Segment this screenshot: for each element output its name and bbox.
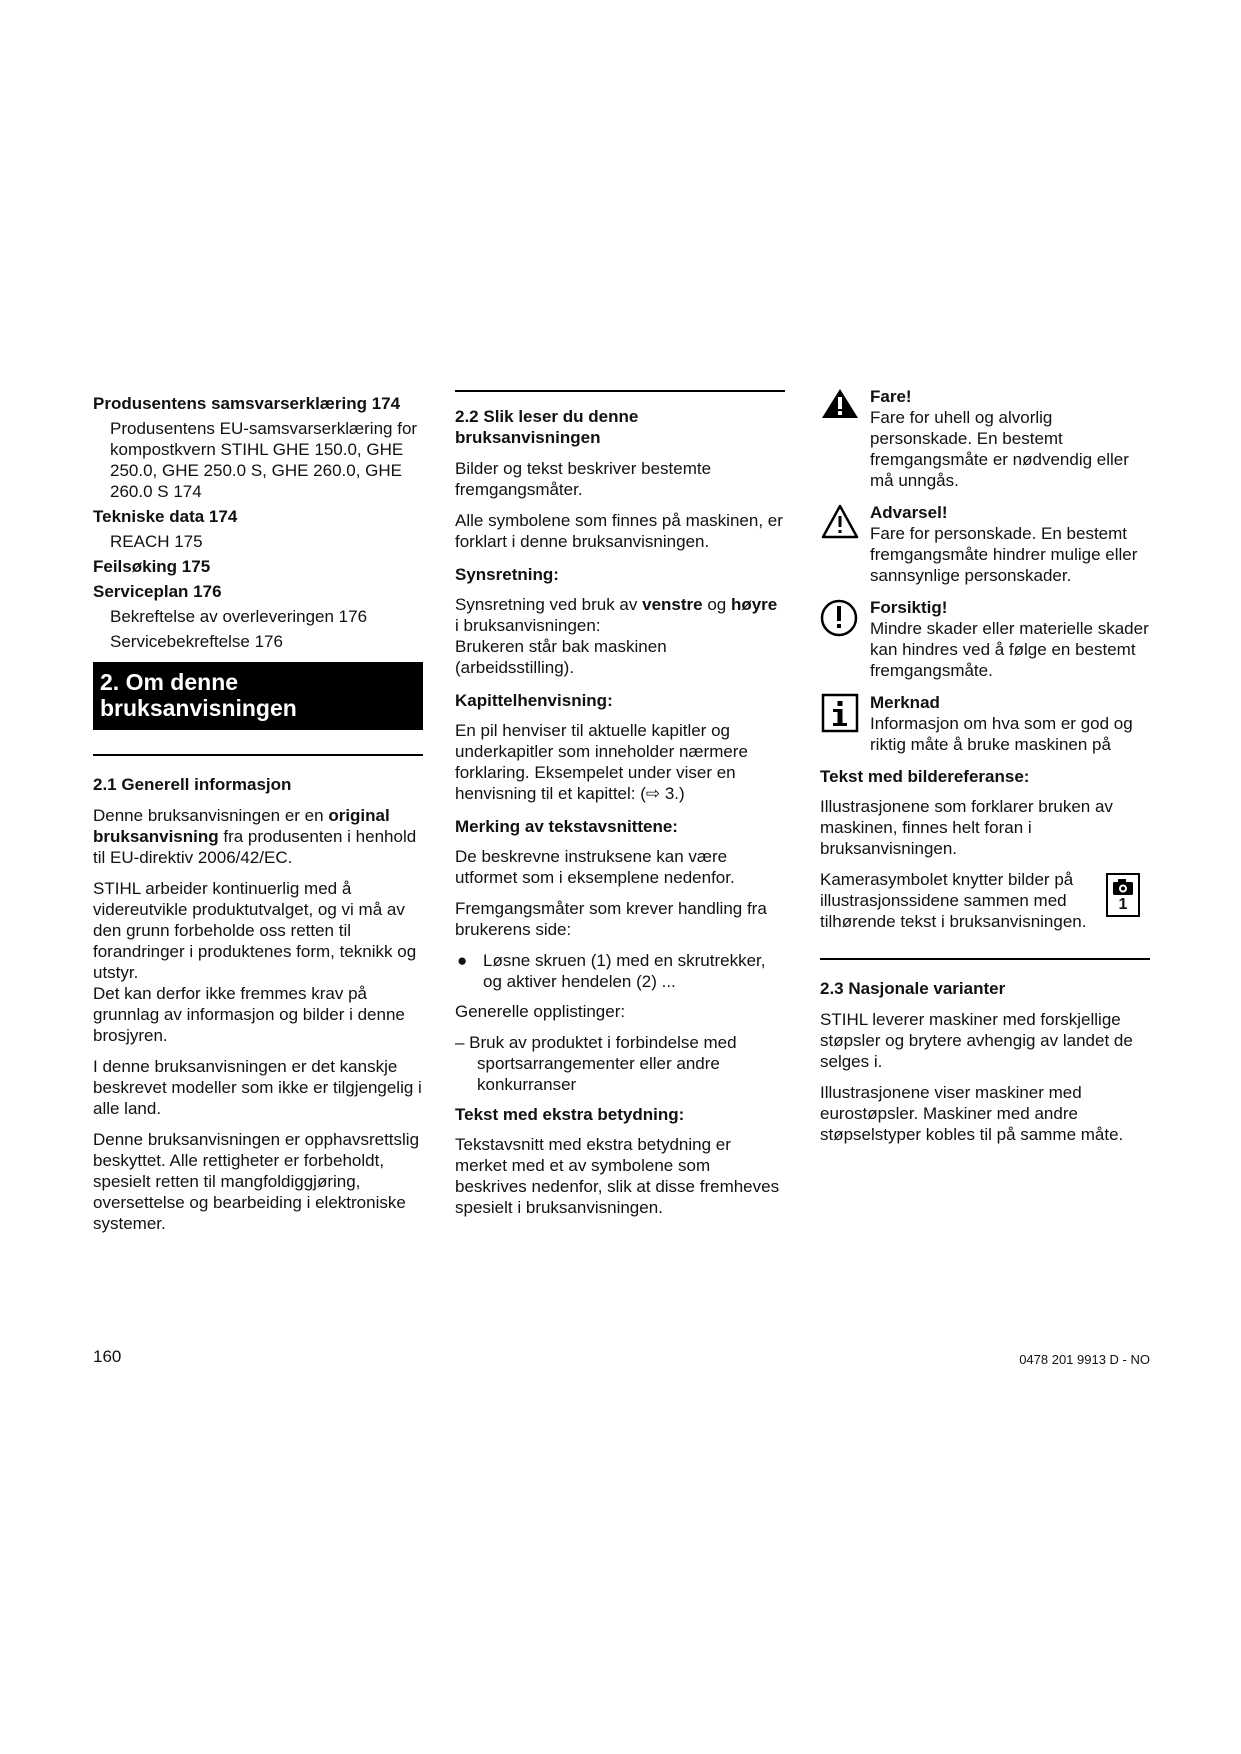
section-2-1-paragraph-1 — [93, 805, 423, 868]
extra-meaning-paragraph: Tekstavsnitt med ekstra betydning er merket med et av symbolene som beskrives nedenfor, slik at disse fremheves spesielt i bruksanvisningen. — [455, 1135, 780, 1217]
paragraph-line: Det kan derfor ikke fremmes krav på grunnlag av informasjon og bilder i denne brosjyren. — [93, 984, 405, 1045]
section-2-3-heading: 2.3 Nasjonale varianter — [820, 979, 1006, 998]
chapter-heading-line1: 2. Om denne — [100, 669, 239, 695]
section-2-2-paragraph-2: Alle symbolene som finnes på maskinen, er forklart i denne bruksanvisningen. — [455, 511, 783, 551]
section-2-3-paragraph-2: Illustrasjonene viser maskiner med eurostøpsler. Maskiner med andre støpselstyper kobles til på samme måte. — [820, 1083, 1124, 1144]
sight-direction-paragraph — [455, 594, 785, 678]
warning-note — [820, 502, 1150, 586]
figure-reference-paragraph-2: Kamerasymbolet knytter bilder på illustrasjonssidene sammen med tilhørende tekst i bruksanvisningen. — [820, 870, 1087, 931]
paragraph-line — [455, 594, 785, 636]
warning-title: Advarsel! — [870, 503, 948, 522]
danger-icon — [820, 386, 870, 491]
toc-item-service-plan[interactable]: Serviceplan 176 — [93, 582, 222, 601]
document-code: 0478 201 9913 D - NO — [1019, 1352, 1150, 1367]
figure-reference-heading: Tekst med bildereferanse: — [820, 767, 1030, 786]
chapter-reference-paragraph: En pil henviser til aktuelle kapitler og underkapitler som inneholder nærmere forklaring. Eksempelet under viser en henvisning til et kapittel: (⇨ 3.) — [455, 721, 748, 803]
text-marking-heading: Merking av tekstavsnittene: — [455, 817, 678, 836]
toc-item-technical-data[interactable]: Tekniske data 174 — [93, 507, 238, 526]
toc-item-declaration[interactable]: Produsentens samsvarserklæring 174 — [93, 394, 401, 413]
left-emphasis: venstre — [642, 595, 703, 614]
toc-subitem-handover[interactable]: Bekreftelse av overleveringen 176 — [110, 607, 368, 626]
middle-column — [455, 390, 785, 1228]
text-run: fra produsenten i henhold til EU-direktiv 2006/42/EC. — [93, 827, 417, 867]
text-marking-paragraph-2: Fremgangsmåter som krever handling fra brukerens side: — [455, 899, 767, 939]
text-run: Denne bruksanvisningen er en — [93, 806, 329, 825]
section-2-1-paragraph-2 — [93, 878, 423, 1046]
caution-text: Mindre skader eller materielle skader kan hindres ved å følge en bestemt fremgangsmåte. — [870, 619, 1149, 680]
caution-note — [820, 597, 1150, 681]
section-divider — [93, 754, 423, 756]
chapter-heading-line2: bruksanvisningen — [100, 695, 297, 721]
list-item: – Bruk av produktet i forbindelse med sportsarrangementer eller andre konkurranser — [455, 1033, 737, 1094]
section-divider — [455, 390, 785, 392]
bullet-icon: ● — [457, 951, 468, 970]
camera-icon — [1106, 873, 1140, 917]
camera-figure-number: 1 — [1118, 896, 1128, 913]
info-title: Merknad — [870, 693, 940, 712]
chapter-heading — [93, 662, 423, 730]
sight-direction-heading: Synsretning: — [455, 565, 559, 584]
right-column — [820, 386, 1150, 1155]
general-lists-label: Generelle opplistinger: — [455, 1002, 626, 1021]
section-2-3-paragraph-1: STIHL leverer maskiner med forskjellige støpsler og brytere avhengig av landet de selges i. — [820, 1010, 1133, 1071]
left-column — [93, 393, 423, 1244]
original-manual-emphasis: original bruksanvisning — [93, 806, 390, 846]
paragraph-line: Brukeren står bak maskinen (arbeidsstilling). — [455, 637, 667, 677]
danger-note — [820, 386, 1150, 491]
page-number: 160 — [93, 1347, 122, 1366]
section-2-2-heading: 2.2 Slik leser du denne bruksanvisningen — [455, 407, 639, 447]
figure-reference-paragraph-1: Illustrasjonene som forklarer bruken av maskinen, finnes helt foran i bruksanvisningen. — [820, 797, 1113, 858]
paragraph-line: STIHL arbeider kontinuerlig med å videreutvikle produktutvalget, og vi må av den grunn forbeholde oss retten til forandringer i produktenes form, teknikk og utstyr. — [93, 879, 417, 982]
list-item — [455, 950, 785, 992]
text-run: i bruksanvisningen: — [455, 616, 601, 635]
section-2-1-heading: 2.1 Generell informasjon — [93, 775, 292, 794]
info-note — [820, 692, 1150, 755]
bullet-text: Løsne skruen (1) med en skrutrekker, og aktiver hendelen (2) ... — [483, 951, 766, 991]
toc-subitem-service-confirmation[interactable]: Servicebekreftelse 176 — [110, 632, 283, 651]
camera-reference-row — [820, 869, 1150, 932]
warning-icon — [820, 502, 870, 586]
text-marking-paragraph-1: De beskrevne instruksene kan være utformet som i eksemplene nedenfor. — [455, 847, 735, 887]
right-emphasis: høyre — [730, 595, 778, 614]
section-2-1-paragraph-4: Denne bruksanvisningen er opphavsrettslig beskyttet. Alle rettigheter er forbeholdt, spesielt retten til mangfoldiggjøring, oversettelse og bearbeiding i elektroniske systemer. — [93, 1130, 420, 1233]
chapter-reference-heading: Kapittelhenvisning: — [455, 691, 613, 710]
danger-title: Fare! — [870, 387, 912, 406]
text-run: og — [702, 595, 731, 614]
warning-text: Fare for personskade. En bestemt fremgangsmåte hindrer mulige eller sannsynlige personskader. — [870, 524, 1138, 585]
extra-meaning-heading: Tekst med ekstra betydning: — [455, 1105, 685, 1124]
danger-text: Fare for uhell og alvorlig personskade. En bestemt fremgangsmåte er nødvendig eller må unngås. — [870, 408, 1129, 490]
toc-subitem-eu-declaration[interactable]: Produsentens EU-samsvarserklæring for kompostkvern STIHL GHE 150.0, GHE 250.0, GHE 250.0 S, GHE 260.0, GHE 260.0 S 174 — [110, 419, 418, 501]
toc-subitem-reach[interactable]: REACH 175 — [110, 532, 203, 551]
section-2-2-paragraph-1: Bilder og tekst beskriver bestemte fremgangsmåter. — [455, 459, 712, 499]
toc-item-troubleshooting[interactable]: Feilsøking 175 — [93, 557, 211, 576]
section-divider — [820, 958, 1150, 960]
caution-icon — [820, 597, 870, 681]
info-text: Informasjon om hva som er god og riktig måte å bruke maskinen på — [870, 714, 1133, 754]
info-icon — [820, 692, 870, 755]
section-2-1-paragraph-3: I denne bruksanvisningen er det kanskje beskrevet modeller som ikke er tilgjengelig i alle land. — [93, 1057, 422, 1118]
text-run: Synsretning ved bruk av — [455, 595, 643, 614]
caution-title: Forsiktig! — [870, 598, 948, 617]
